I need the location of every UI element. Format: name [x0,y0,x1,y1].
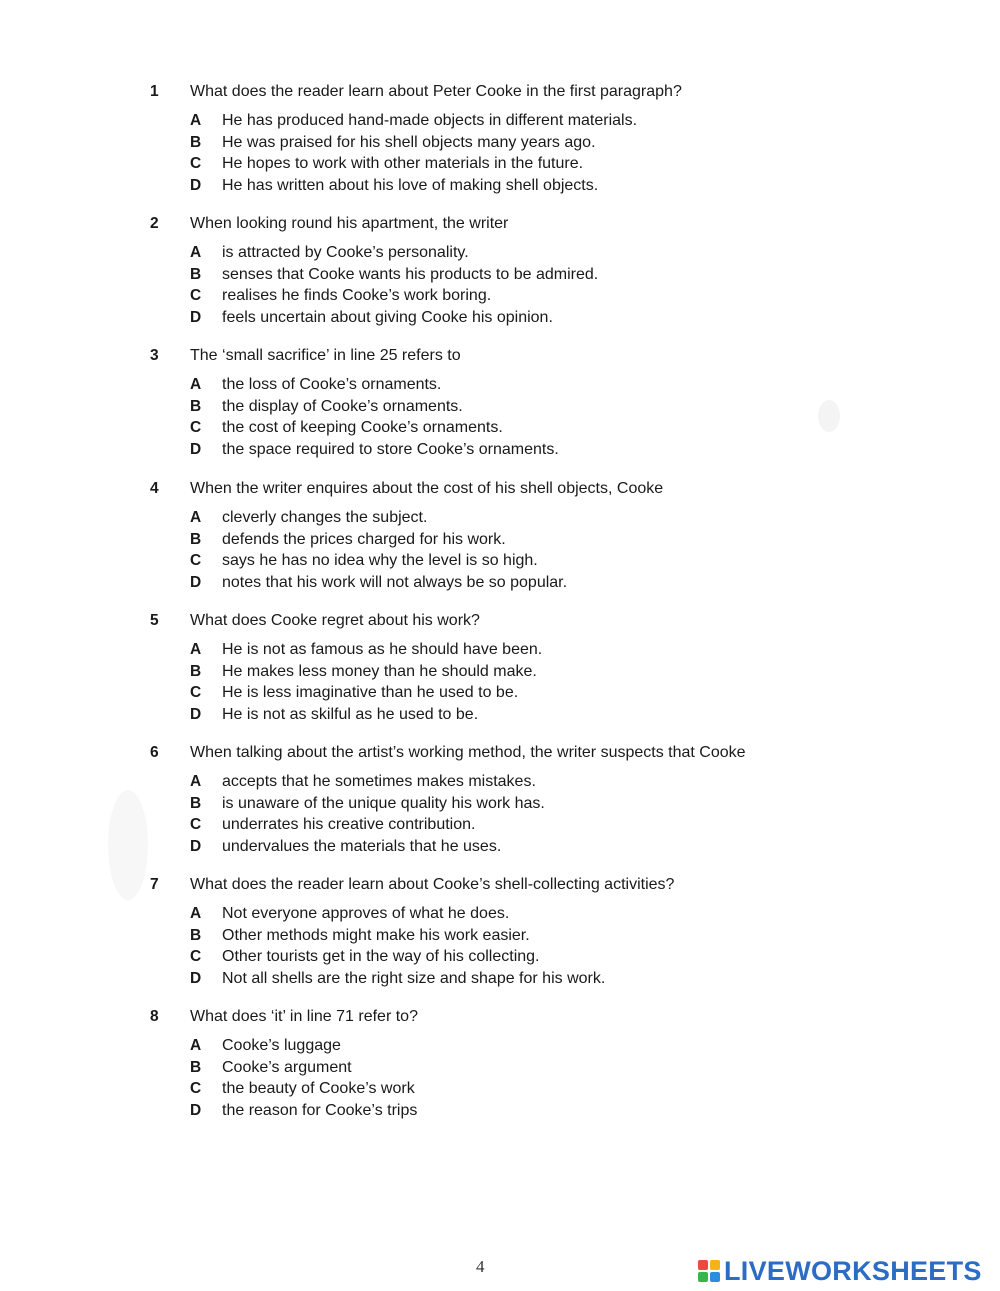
logo-square [710,1272,720,1282]
option-letter: A [190,905,202,922]
option-letter: C [190,552,202,569]
option-a[interactable] [150,110,850,132]
option-b[interactable] [150,132,850,154]
option-text: the cost of keeping Cooke’s ornaments. [222,419,503,436]
option-b[interactable] [150,396,850,418]
question-stem [150,873,850,897]
option-text: He has produced hand-made objects in different materials. [222,112,638,129]
question-stem [150,609,850,633]
option-b[interactable] [150,793,850,815]
option-text: Cooke’s argument [222,1058,352,1076]
option-text: says he has no idea why the level is so high. [222,552,538,569]
option-c[interactable] [150,550,850,572]
answer-options [150,1035,850,1121]
option-letter: C [190,816,202,833]
option-text: He hopes to work with other materials in the future. [222,155,584,172]
option-letter: C [190,155,202,172]
option-text: Other tourists get in the way of his collecting. [222,948,540,965]
option-d[interactable] [150,175,850,197]
option-letter: B [190,530,202,548]
option-letter: D [190,837,202,855]
option-letter: B [190,794,202,812]
option-text: He is less imaginative than he used to be. [222,684,519,701]
option-letter: D [190,308,202,326]
option-letter: B [190,265,202,283]
option-letter: B [190,662,202,680]
option-text: underrates his creative contribution. [222,816,476,833]
question-stem [150,344,850,368]
question-stem [150,741,850,765]
question-number: 5 [150,612,159,629]
option-letter: C [190,287,202,304]
question-5 [150,609,850,725]
option-text: the beauty of Cooke’s work [222,1080,415,1097]
question-stem [150,1005,850,1029]
question-number: 7 [150,876,159,893]
option-text: He makes less money than he should make. [222,662,537,680]
option-d[interactable] [150,704,850,726]
question-text: What does the reader learn about Peter Cooke in the first paragraph? [190,83,682,100]
option-text: cleverly changes the subject. [222,509,428,526]
option-letter: D [190,176,202,194]
option-a[interactable] [150,771,850,793]
question-stem [150,477,850,501]
question-number: 3 [150,347,159,364]
question-number: 8 [150,1008,159,1025]
option-a[interactable] [150,374,850,396]
option-c[interactable] [150,682,850,704]
answer-options [150,374,850,460]
option-letter: A [190,244,202,261]
option-text: defends the prices charged for his work. [222,530,506,548]
logo-square [710,1260,720,1270]
option-letter: A [190,112,202,129]
question-number: 6 [150,744,159,761]
option-text: Other methods might make his work easier. [222,926,530,944]
question-1 [150,80,850,196]
logo-square [698,1272,708,1282]
question-text: What does ‘it’ in line 71 refer to? [190,1008,418,1025]
question-stem [150,212,850,236]
option-letter: D [190,969,202,987]
option-c[interactable] [150,1078,850,1100]
option-letter: D [190,705,202,723]
option-text: accepts that he sometimes makes mistakes. [222,773,536,790]
question-text: When looking round his apartment, the writer [190,215,509,232]
option-text: Not all shells are the right size and shape for his work. [222,969,606,987]
liveworksheets-watermark [698,1256,982,1286]
option-letter: A [190,509,202,526]
question-stem [150,80,850,104]
option-letter: A [190,641,202,658]
option-b[interactable] [150,1057,850,1079]
option-text: is unaware of the unique quality his work has. [222,794,545,812]
option-d[interactable] [150,836,850,858]
option-b[interactable] [150,529,850,551]
option-text: feels uncertain about giving Cooke his opinion. [222,308,553,326]
option-letter: C [190,684,202,701]
option-letter: C [190,948,202,965]
option-text: is attracted by Cooke’s personality. [222,244,469,261]
question-text: What does the reader learn about Cooke’s shell-collecting activities? [190,876,675,893]
option-a[interactable] [150,507,850,529]
option-c[interactable] [150,814,850,836]
option-c[interactable] [150,946,850,968]
option-letter: A [190,376,202,393]
option-text: Cooke’s luggage [222,1037,341,1054]
answer-options [150,110,850,196]
option-text: senses that Cooke wants his products to be admired. [222,265,599,283]
option-text: the loss of Cooke’s ornaments. [222,376,442,393]
option-b[interactable] [150,925,850,947]
answer-options [150,242,850,328]
option-text: the reason for Cooke’s trips [222,1101,418,1119]
option-d[interactable] [150,307,850,329]
option-d[interactable] [150,439,850,461]
option-c[interactable] [150,417,850,439]
option-text: realises he finds Cooke’s work boring. [222,287,492,304]
question-7 [150,873,850,989]
option-letter: D [190,573,202,591]
option-c[interactable] [150,153,850,175]
option-text: He has written about his love of making shell objects. [222,176,599,194]
option-d[interactable] [150,968,850,990]
option-text: He is not as famous as he should have been. [222,641,543,658]
question-number: 4 [150,480,159,497]
option-d[interactable] [150,572,850,594]
option-text: the space required to store Cooke’s ornaments. [222,440,559,458]
option-a[interactable] [150,639,850,661]
option-c[interactable] [150,285,850,307]
liveworksheets-logo-icon [698,1260,720,1282]
question-2 [150,212,850,328]
option-letter: A [190,1037,202,1054]
option-letter: C [190,419,202,436]
option-b[interactable] [150,264,850,286]
option-a[interactable] [150,242,850,264]
question-number: 1 [150,83,159,100]
option-d[interactable] [150,1100,850,1122]
option-letter: B [190,397,202,415]
answer-options [150,771,850,857]
option-text: He is not as skilful as he used to be. [222,705,479,723]
option-letter: B [190,133,202,151]
option-letter: D [190,1101,202,1119]
option-text: Not everyone approves of what he does. [222,905,510,922]
option-letter: B [190,926,202,944]
question-number: 2 [150,215,159,232]
watermark-text: LIVEWORKSHEETS [724,1255,982,1286]
option-text: undervalues the materials that he uses. [222,837,502,855]
question-8 [150,1005,850,1121]
question-text: When talking about the artist’s working method, the writer suspects that Cooke [190,744,746,761]
scan-artifact [108,790,148,900]
answer-options [150,639,850,725]
question-text: When the writer enquires about the cost of his shell objects, Cooke [190,480,664,497]
logo-square [698,1260,708,1270]
answer-options [150,507,850,593]
question-text: The ‘small sacrifice’ in line 25 refers to [190,347,461,364]
question-4 [150,477,850,593]
option-letter: B [190,1058,202,1076]
option-text: He was praised for his shell objects many years ago. [222,133,596,151]
option-letter: D [190,440,202,458]
option-a[interactable] [150,1035,850,1057]
option-letter: C [190,1080,202,1097]
option-letter: A [190,773,202,790]
question-text: What does Cooke regret about his work? [190,612,480,629]
answer-options [150,903,850,989]
option-a[interactable] [150,903,850,925]
question-3 [150,344,850,460]
option-text: the display of Cooke’s ornaments. [222,397,463,415]
option-text: notes that his work will not always be so popular. [222,573,568,591]
page-number: 4 [476,1257,485,1276]
question-6 [150,741,850,857]
option-b[interactable] [150,661,850,683]
